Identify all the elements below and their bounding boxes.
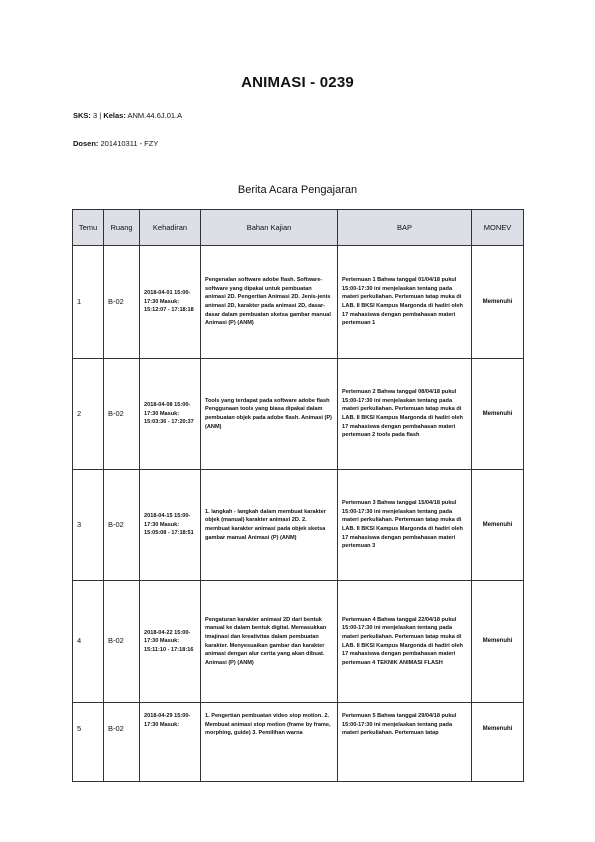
cell-bahan-kajian: 1. Pengertian pembuatan video stop motion. 2. Membuat animasi stop motion (frame by frame, morphing, guide) 3. Pemilihan warna [201,703,338,782]
sks-value: 3 [93,111,98,120]
dosen-value: 201410311 - FZY [100,139,159,148]
cell-monev: Memenuhi [472,470,524,581]
cell-kehadiran: 2018-04-01 15:00-17:30 Masuk: 15:12:07 - 17:18:18 [140,246,201,359]
cell-bap: Pertemuan 1 Bahwa tanggal 01/04/18 pukul 15:00-17:30 ini menjelaskan tentang pada materi perkuliahan. Pertemuan tatap muka di LAB. II BKSI Kampus Margonda di hadiri oleh 17 mahasiswa dengan pembahasan materi pertemuan 1 [338,246,472,359]
cell-bahan-kajian: Pengenalan software adobe flash. Software-software yang dipakai untuk pembuatan animasi 2D. Pengertian Animasi 2D. Jenis-jenis animasi 2D, karakter pada animasi 2D, dasar-dasar dalam pembuatan sketsa gambar manual Animasi (P) (ANM) [201,246,338,359]
cell-temu: 4 [73,581,104,703]
dosen-line [73,139,158,148]
berita-acara-table [72,209,524,782]
table-row [73,470,524,581]
course-title: ANIMASI - 0239 [241,74,354,91]
cell-monev: Memenuhi [472,246,524,359]
cell-kehadiran: 2018-04-22 15:00-17:30 Masuk: 15:11:10 - 17:18:16 [140,581,201,703]
kelas-label: Kelas: [103,111,126,120]
header-bahan-kajian: Bahan Kajian [201,210,338,246]
cell-ruang: B-02 [104,470,140,581]
table-row [73,246,524,359]
header-kehadiran: Kehadiran [140,210,201,246]
cell-bahan-kajian: Pengaturan karakter animasi 2D dari bentuk manual ke dalam bentuk digital. Memasukkan imajinasi dan kreativitas dalam pembuatan karakter. Menyesuaikan gambar dan karakter animasi dengan alur cerita yang akan dibuat. Animasi (P) (ANM) [201,581,338,703]
header-monev: MONEV [472,210,524,246]
cell-ruang: B-02 [104,703,140,782]
cell-temu: 1 [73,246,104,359]
cell-monev: Memenuhi [472,359,524,470]
cell-bap: Pertemuan 4 Bahwa tanggal 22/04/18 pukul 15:00-17:30 ini menjelaskan tentang pada materi perkuliahan. Pertemuan tatap muka di LAB. II BKSI Kampus Margonda di hadiri oleh 17 mahasiswa dengan pembahasan materi pertemuan 4 TEKNIK ANIMASI FLASH [338,581,472,703]
cell-ruang: B-02 [104,359,140,470]
table-row [73,703,524,782]
cell-kehadiran: 2018-04-15 15:00-17:30 Masuk: 15:05:08 - 17:18:51 [140,470,201,581]
cell-ruang: B-02 [104,581,140,703]
table-header-row [73,210,524,246]
cell-monev: Memenuhi [472,581,524,703]
cell-kehadiran: 2018-04-29 15:00-17:30 Masuk: [140,703,201,782]
table-row [73,581,524,703]
cell-kehadiran: 2018-04-08 15:00-17:30 Masuk: 15:03:36 - 17:20:37 [140,359,201,470]
separator: | [99,111,102,120]
header-ruang: Ruang [104,210,140,246]
cell-bahan-kajian: 1. langkah - langkah dalam membuat karakter objek (manual) karakter animasi 2D. 2. membuat karakter animasi pada objek sketsa gambar manual Animasi (P) (ANM) [201,470,338,581]
table-row [73,359,524,470]
cell-temu: 2 [73,359,104,470]
cell-temu: 5 [73,703,104,782]
cell-temu: 3 [73,470,104,581]
cell-bap: Pertemuan 2 Bahwa tanggal 08/04/18 pukul 15:00-17:30 ini menjelaskan tentang pada materi perkuliahan. Pertemuan tatap muka di LAB. II BKSI Kampus Margonda di hadiri oleh 17 mahasiswa dengan pembahasan materi pertemuan 2 tools pada flash [338,359,472,470]
kelas-value: ANM.44.6J.01.A [127,111,183,120]
dosen-label: Dosen: [73,139,99,148]
sks-kelas-line [73,111,182,120]
cell-ruang: B-02 [104,246,140,359]
cell-bap: Pertemuan 3 Bahwa tanggal 15/04/18 pukul 15:00-17:30 ini menjelaskan tentang pada materi perkuliahan. Pertemuan tatap muka di LAB. II BKSI Kampus Margonda di hadiri oleh 17 mahasiswa dengan pembahasan materi pertemuan 3 [338,470,472,581]
section-title: Berita Acara Pengajaran [237,184,358,196]
header-bap: BAP [338,210,472,246]
cell-monev: Memenuhi [472,703,524,782]
header-temu: Temu [73,210,104,246]
cell-bahan-kajian: Tools yang terdapat pada software adobe flash Penggunaan tools yang biasa dipakai dalam pembuatan objek pada adobe flash. Animasi (P) (ANM) [201,359,338,470]
cell-bap: Pertemuan 5 Bahwa tanggal 29/04/18 pukul 15:00-17:30 ini menjelaskan tentang pada materi perkuliahan. Pertemuan tatap [338,703,472,782]
sks-label: SKS: [73,111,91,120]
